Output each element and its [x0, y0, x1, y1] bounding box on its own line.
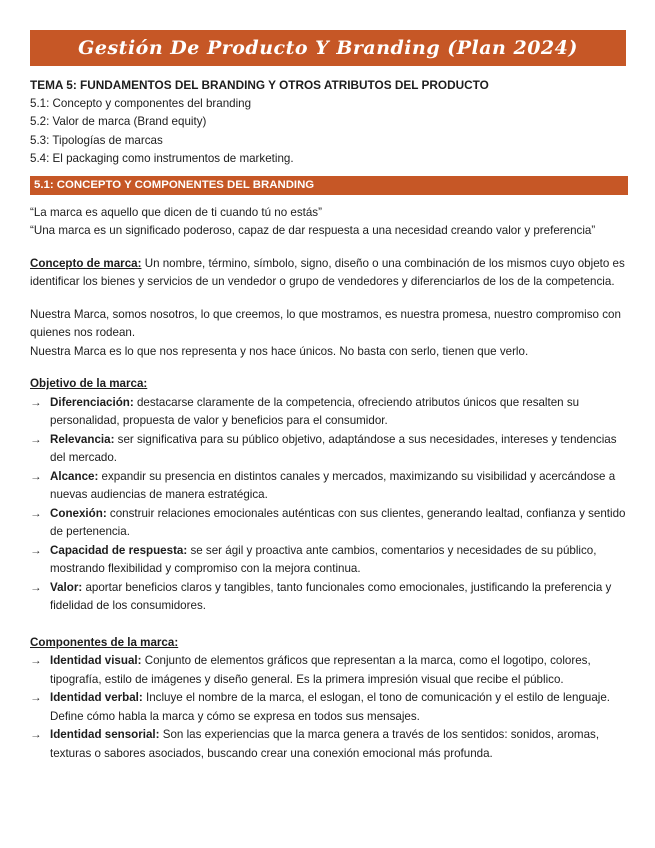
right-arrow-icon: → — [30, 654, 42, 667]
list-item — [30, 579, 628, 616]
list-item — [30, 542, 628, 579]
objetivo-heading: Objetivo de la marca: — [30, 377, 148, 390]
item-text: se ser ágil y proactiva ante cambios, comentarios y necesidades de su público, mostrando flexibilidad y compromiso con la mejora continua. — [50, 543, 597, 575]
list-item — [30, 726, 628, 763]
quote: “Una marca es un significado poderoso, capaz de dar respuesta a una necesidad creando valor y preferencia” — [30, 224, 596, 237]
nuestra-marca-paragraph — [30, 306, 628, 362]
toc-item: 5.2: Valor de marca (Brand equity) — [30, 115, 207, 128]
document-title-banner — [30, 30, 626, 66]
item-text: construir relaciones emocionales auténticas con sus clientes, generando lealtad, confianza y sentido de pertenencia. — [50, 506, 626, 538]
right-arrow-icon: → — [30, 506, 42, 520]
item-text: expandir su presencia en distintos canales y mercados, maximizando su visibilidad y acercándose a nuevas audiencias de manera estratégica. — [50, 469, 616, 501]
concepto-paragraph — [30, 255, 628, 292]
item-text: Incluye el nombre de la marca, el eslogan, el tono de comunicación y el estilo de lenguaje. Define cómo habla la marca y cómo se expresa en todos sus mensajes. — [50, 691, 611, 723]
right-arrow-icon: → — [30, 728, 42, 741]
right-arrow-icon: → — [30, 691, 42, 704]
tema-title: TEMA 5: FUNDAMENTOS DEL BRANDING Y OTROS ATRIBUTOS DEL PRODUCTO — [30, 78, 489, 92]
list-item — [30, 689, 628, 726]
item-text: ser significativa para su público objetivo, adaptándose a sus necesidades, intereses y tendencias del mercado. — [50, 432, 617, 464]
quotes-block — [30, 204, 628, 241]
right-arrow-icon: → — [30, 395, 42, 409]
right-arrow-icon: → — [30, 432, 42, 446]
toc-item: 5.4: El packaging como instrumentos de marketing. — [30, 152, 294, 165]
item-label: Diferenciación: — [50, 395, 134, 409]
componentes-section — [30, 634, 628, 764]
concepto-label: Concepto de marca: — [30, 256, 142, 270]
right-arrow-icon: → — [30, 469, 42, 483]
nuestra-marca-line: Nuestra Marca, somos nosotros, lo que creemos, lo que mostramos, es nuestra promesa, nuestro compromiso con quienes nos rodean. — [30, 307, 621, 339]
concepto-text: Un nombre, término, símbolo, signo, diseño o una combinación de los mismos cuyo objeto es identificar los bienes y servicios de un vendedor o grupo de vendedores y diferenciarlos de los de la competencia. — [30, 256, 625, 288]
componentes-heading: Componentes de la marca: — [30, 635, 179, 649]
objetivo-section — [30, 375, 628, 616]
nuestra-marca-line: Nuestra Marca es lo que nos representa y nos hace únicos. No basta con serlo, tienen que verlo. — [30, 344, 529, 358]
item-label: Identidad visual: — [50, 654, 142, 667]
item-label: Valor: — [50, 580, 83, 594]
document-content — [30, 76, 628, 763]
list-item — [30, 394, 628, 431]
item-label: Capacidad de respuesta: — [50, 543, 188, 557]
item-label: Identidad verbal: — [50, 691, 143, 704]
list-item — [30, 505, 628, 542]
item-label: Identidad sensorial: — [50, 728, 160, 741]
right-arrow-icon: → — [30, 543, 42, 557]
item-label: Conexión: — [50, 506, 107, 520]
quote: “La marca es aquello que dicen de ti cuando tú no estás” — [30, 205, 322, 219]
item-text: aportar beneficios claros y tangibles, tanto funcionales como emocionales, justificando la preferencia y fidelidad de los consumidores. — [50, 580, 612, 612]
item-label: Relevancia: — [50, 432, 115, 446]
componentes-list — [30, 652, 628, 763]
list-item — [30, 652, 628, 689]
item-text: destacarse claramente de la competencia, ofreciendo atributos únicos que resalten su personalidad, propuesta de valor y beneficios para el consumidor. — [50, 395, 580, 427]
item-text: Son las experiencias que la marca genera a través de los sentidos: sonidos, aromas, texturas o sabores asociados, buscando crear una conexión emocional más profunda. — [50, 728, 600, 760]
list-item — [30, 468, 628, 505]
item-text: Conjunto de elementos gráficos que representan a la marca, como el logotipo, colores, tipografía, estilo de imágenes y diseño general. Es la primera impresión visual que recibe el público. — [50, 654, 591, 686]
right-arrow-icon: → — [30, 580, 42, 594]
toc-item: 5.3: Tipologías de marcas — [30, 133, 163, 147]
objetivo-list — [30, 394, 628, 616]
document-title: Gestión De Producto Y Branding (Plan 2024) — [78, 37, 578, 59]
list-item — [30, 431, 628, 468]
item-label: Alcance: — [50, 469, 99, 483]
toc-item: 5.1: Concepto y componentes del branding — [30, 96, 252, 110]
section-heading: 5.1: CONCEPTO Y COMPONENTES DEL BRANDING — [34, 178, 315, 191]
section-heading-bar — [30, 176, 628, 195]
